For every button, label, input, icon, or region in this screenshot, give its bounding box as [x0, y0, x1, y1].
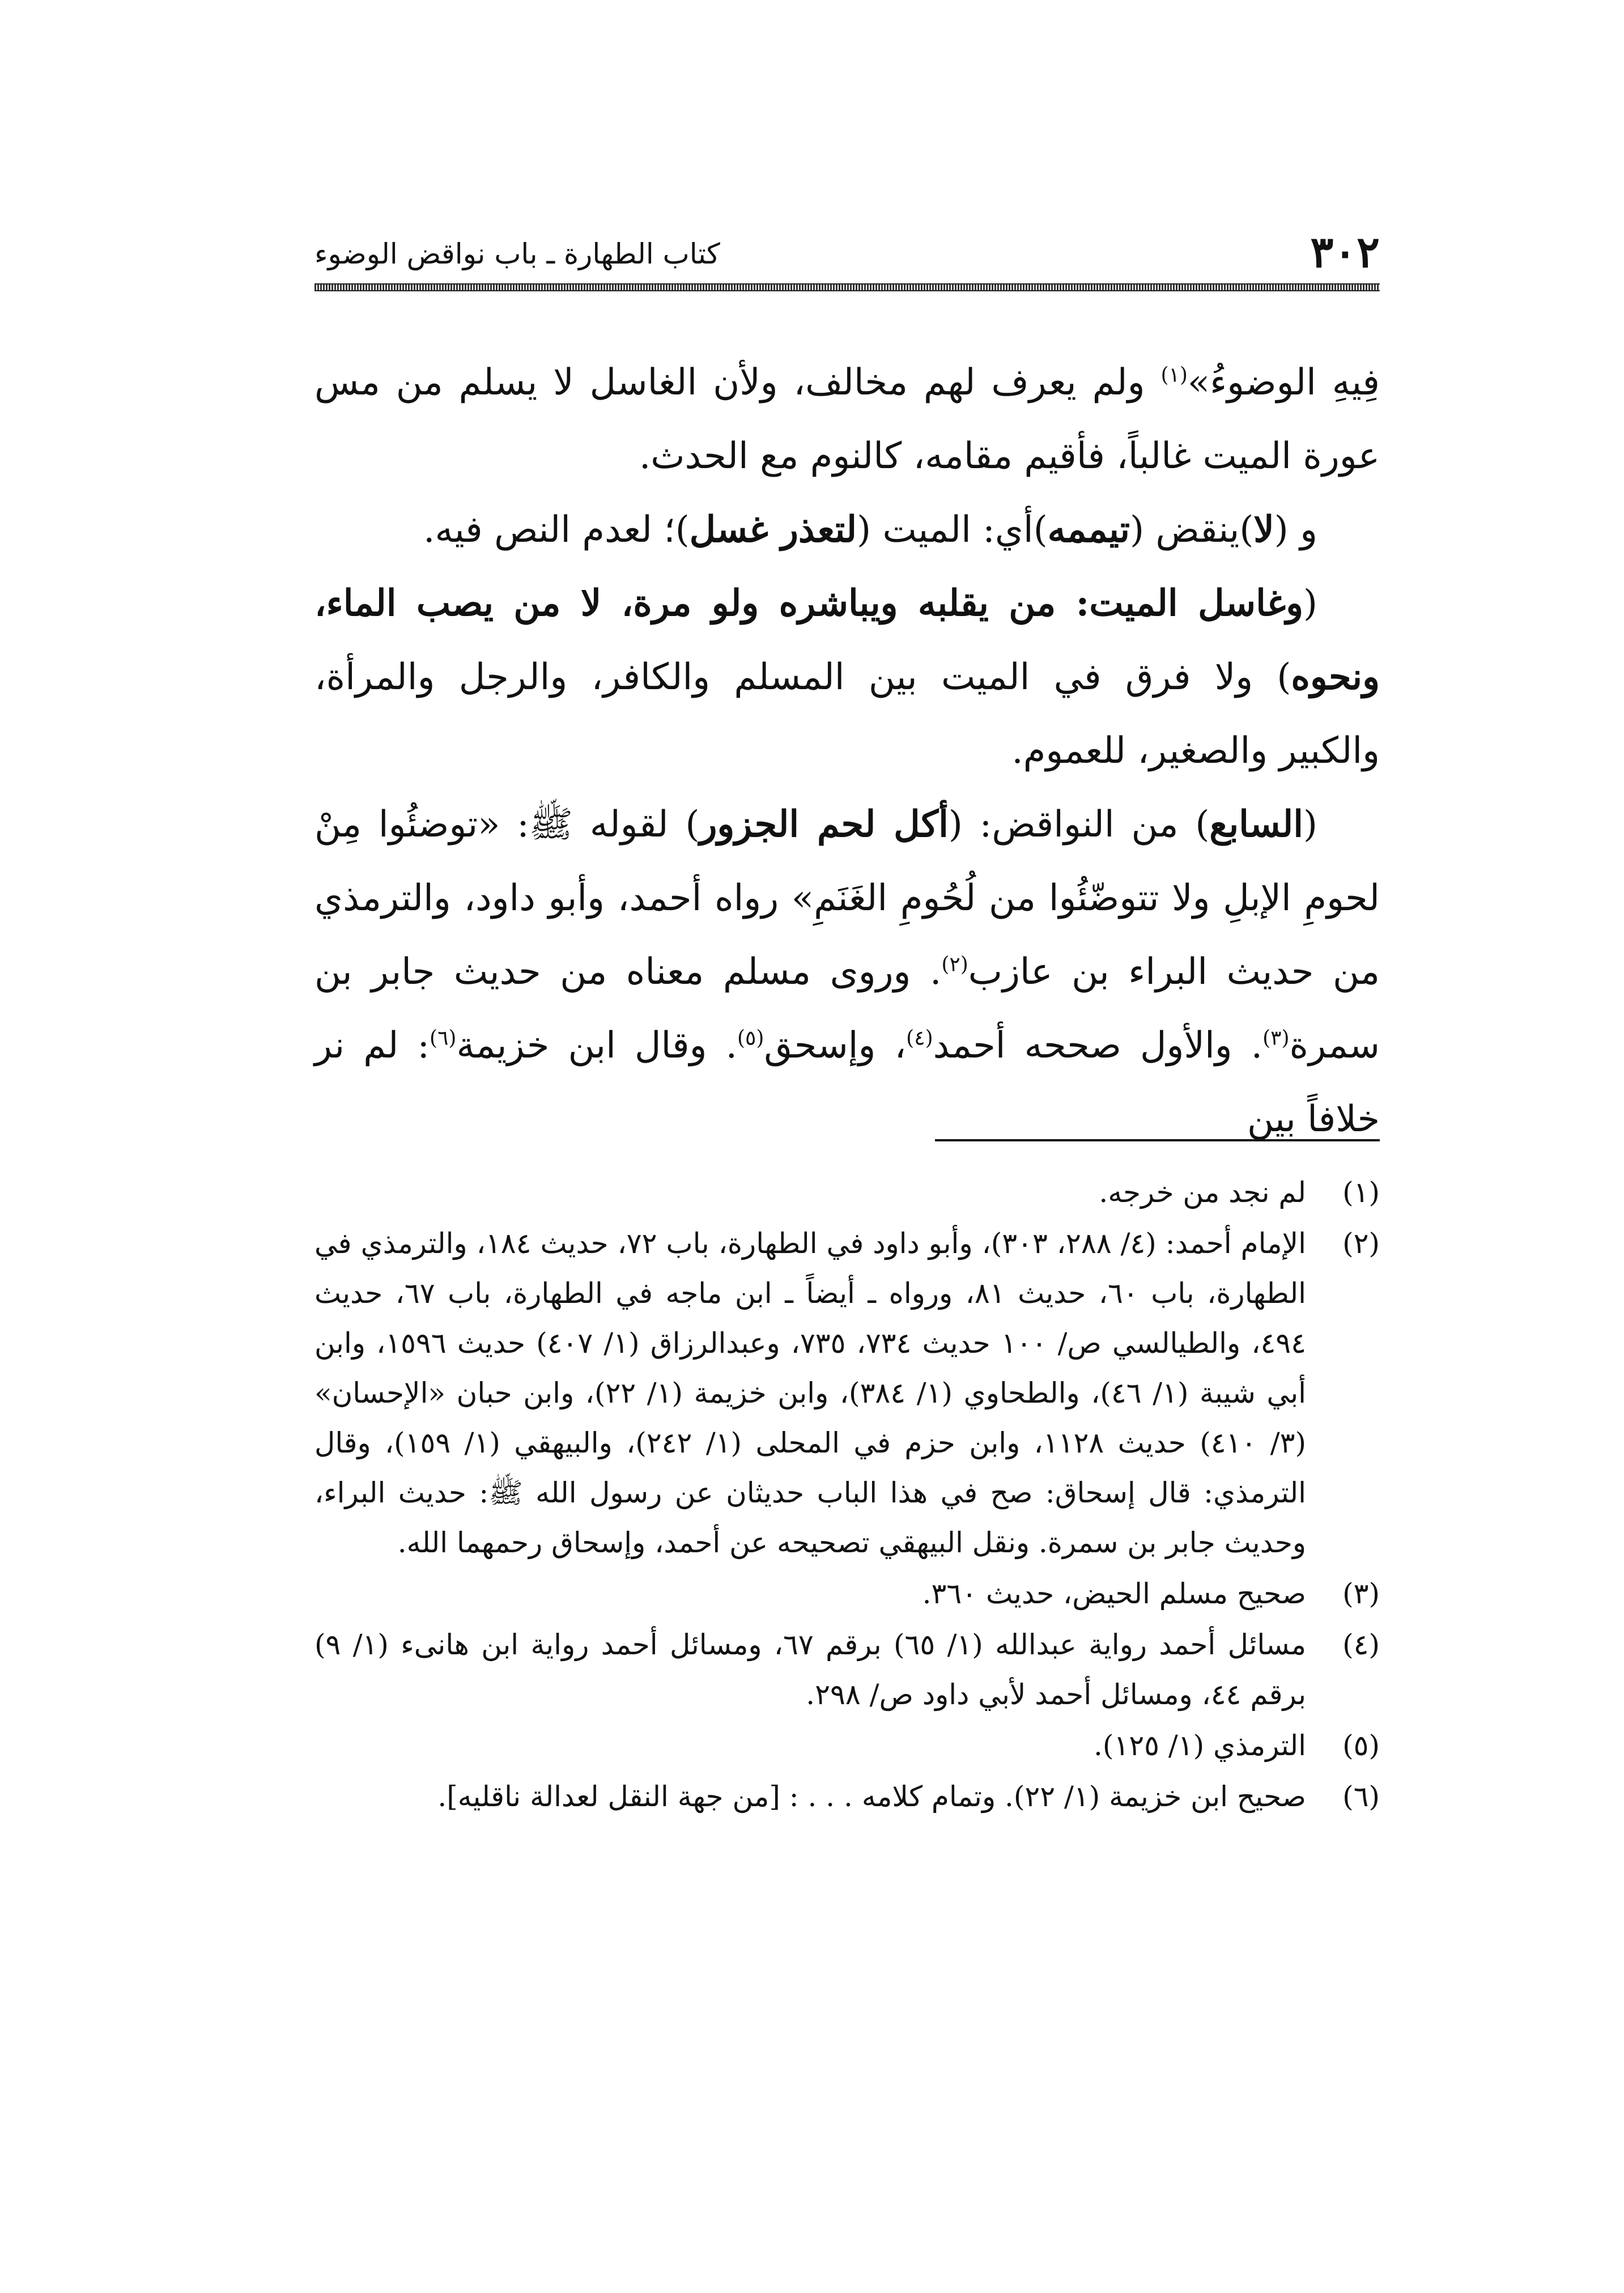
- text-span: )؛ لعدم النص فيه.: [423, 509, 690, 551]
- text-span: (: [1303, 804, 1318, 846]
- footnotes: [314, 1167, 1380, 1823]
- text-span: : لم نر خلافاً بين: [314, 1025, 1380, 1140]
- text-span: ولم يعرف لهم مخالف، ولأن الغاسل لا يسلم من مس عورة الميت غالباً، فأقيم مقامه، كالنوم مع الحدث.: [314, 362, 1380, 477]
- text-span: (: [1303, 583, 1317, 625]
- header-rule: [314, 283, 1380, 291]
- footnote-4: [314, 1620, 1380, 1719]
- footnote-ref-2[interactable]: (٢): [941, 953, 968, 976]
- footnote-number: (٥): [1342, 1729, 1380, 1762]
- text-span: و (: [1274, 509, 1317, 551]
- footnote-2: [314, 1218, 1380, 1568]
- footnote-separator: [935, 1139, 1380, 1141]
- footnote-text: مسائل أحمد رواية عبدالله (١/ ٦٥) برقم ٦٧، ومسائل أحمد رواية ابن هانىء (١/ ٩) برقم ٤٤، ومسائل أحمد لأبي داود ص/ ٢٩٨.: [314, 1628, 1306, 1711]
- footnote-ref-4[interactable]: (٤): [906, 1026, 933, 1050]
- text-span: ) ولا فرق في الميت بين المسلم والكافر، والرجل والمرأة، والكبير والصغير، للعموم.: [314, 656, 1380, 772]
- page-number: ٣٠٢: [1310, 227, 1380, 277]
- text-span: )ينقض (: [1130, 509, 1254, 551]
- footnote-text: صحيح ابن خزيمة (١/ ٢٢). وتمام كلامه . . . : [من جهة النقل لعدالة ناقليه].: [437, 1780, 1306, 1813]
- text-span: . وروى مسلم معناه من حديث جابر بن سمرة: [314, 951, 1380, 1067]
- paragraph-1: [314, 346, 1380, 493]
- footnote-ref-3[interactable]: (٣): [1262, 1026, 1290, 1050]
- footnote-text: صحيح مسلم الحيض، حديث ٣٦٠.: [922, 1577, 1306, 1610]
- footnote-number: (٢): [1342, 1227, 1380, 1260]
- footnote-1: [314, 1167, 1380, 1217]
- running-title: كتاب الطهارة ـ باب نواقض الوضوء: [314, 237, 720, 270]
- footnote-number: (٤): [1342, 1628, 1380, 1661]
- matn-text: تيممه: [1047, 508, 1130, 551]
- footnote-5: [314, 1721, 1380, 1770]
- paragraph-3: [314, 567, 1380, 788]
- text-span: ) لقوله ﷺ: «توضئُوا مِنْ لحومِ الإبلِ ولا تتوضّئُوا من لُحُومِ الغَنَمِ» رواه أحمد، وأبو داود، والترمذي من حديث البراء بن عازب: [314, 804, 1380, 993]
- footnote-ref-6[interactable]: (٦): [430, 1026, 457, 1050]
- matn-text: لتعذر غسل: [689, 508, 857, 551]
- footnote-ref-5[interactable]: (٥): [737, 1026, 764, 1050]
- footnote-6: [314, 1772, 1380, 1821]
- footnote-text: لم نجد من خرجه.: [1099, 1176, 1306, 1209]
- footnote-3: [314, 1569, 1380, 1619]
- paragraph-2: [314, 493, 1380, 567]
- main-text: [314, 346, 1380, 1156]
- matn-text: وغاسل الميت: من يقلبه ويباشره ولو مرة، لا من يصب الماء، ونحوه: [314, 582, 1380, 698]
- text-span: ) من النواقض: (: [948, 804, 1210, 846]
- text-span: ، وإسحق: [764, 1025, 907, 1067]
- matn-text: أكل لحم الجزور: [699, 803, 949, 846]
- footnote-number: (١): [1342, 1176, 1380, 1209]
- paragraph-4: [314, 788, 1380, 1156]
- footnote-text: الإمام أحمد: (٤/ ٢٨٨، ٣٠٣)، وأبو داود في الطهارة، باب ٧٢، حديث ١٨٤، والترمذي في الطهارة، باب ٦٠، حديث ٨١، ورواه ـ أيضاً ـ ابن ماجه في الطهارة، باب ٦٧، حديث ٤٩٤، والطيالسي ص/ ١٠٠ حديث ٧٣٤، ٧٣٥، وعبدالرزاق (١/ ٤٠٧) حديث ١٥٩٦، وابن أبي شيبة (١/ ٤٦)، والطحاوي (١/ ٣٨٤)، وابن خزيمة (١/ ٢٢)، وابن حبان «الإحسان» (٣/ ٤١٠) حديث ١١٢٨، وابن حزم في المحلى (١/ ٢٤٢)، والبيهقي (١/ ١٥٩)، وقال الترمذي: قال إسحاق: صح في هذا الباب حديثان عن رسول الله ﷺ: حديث البراء، وحديث جابر بن سمرة. ونقل البيهقي تصحيحه عن أحمد، وإسحاق رحمهما الله.: [314, 1227, 1307, 1559]
- footnote-number: (٦): [1342, 1780, 1380, 1813]
- matn-text: لا: [1253, 508, 1274, 551]
- footnote-ref-1[interactable]: (١): [1160, 363, 1188, 387]
- text-span: )أي: الميت (: [857, 509, 1048, 551]
- page-header: [314, 227, 1380, 278]
- footnote-text: الترمذي (١/ ١٢٥).: [1094, 1729, 1306, 1762]
- matn-text: السابع: [1209, 803, 1304, 846]
- footnote-number: (٣): [1342, 1577, 1380, 1610]
- text-span: . والأول صححه أحمد: [933, 1025, 1263, 1067]
- text-span: فِيهِ الوضوءُ»: [1187, 362, 1380, 404]
- text-span: . وقال ابن خزيمة: [456, 1025, 737, 1067]
